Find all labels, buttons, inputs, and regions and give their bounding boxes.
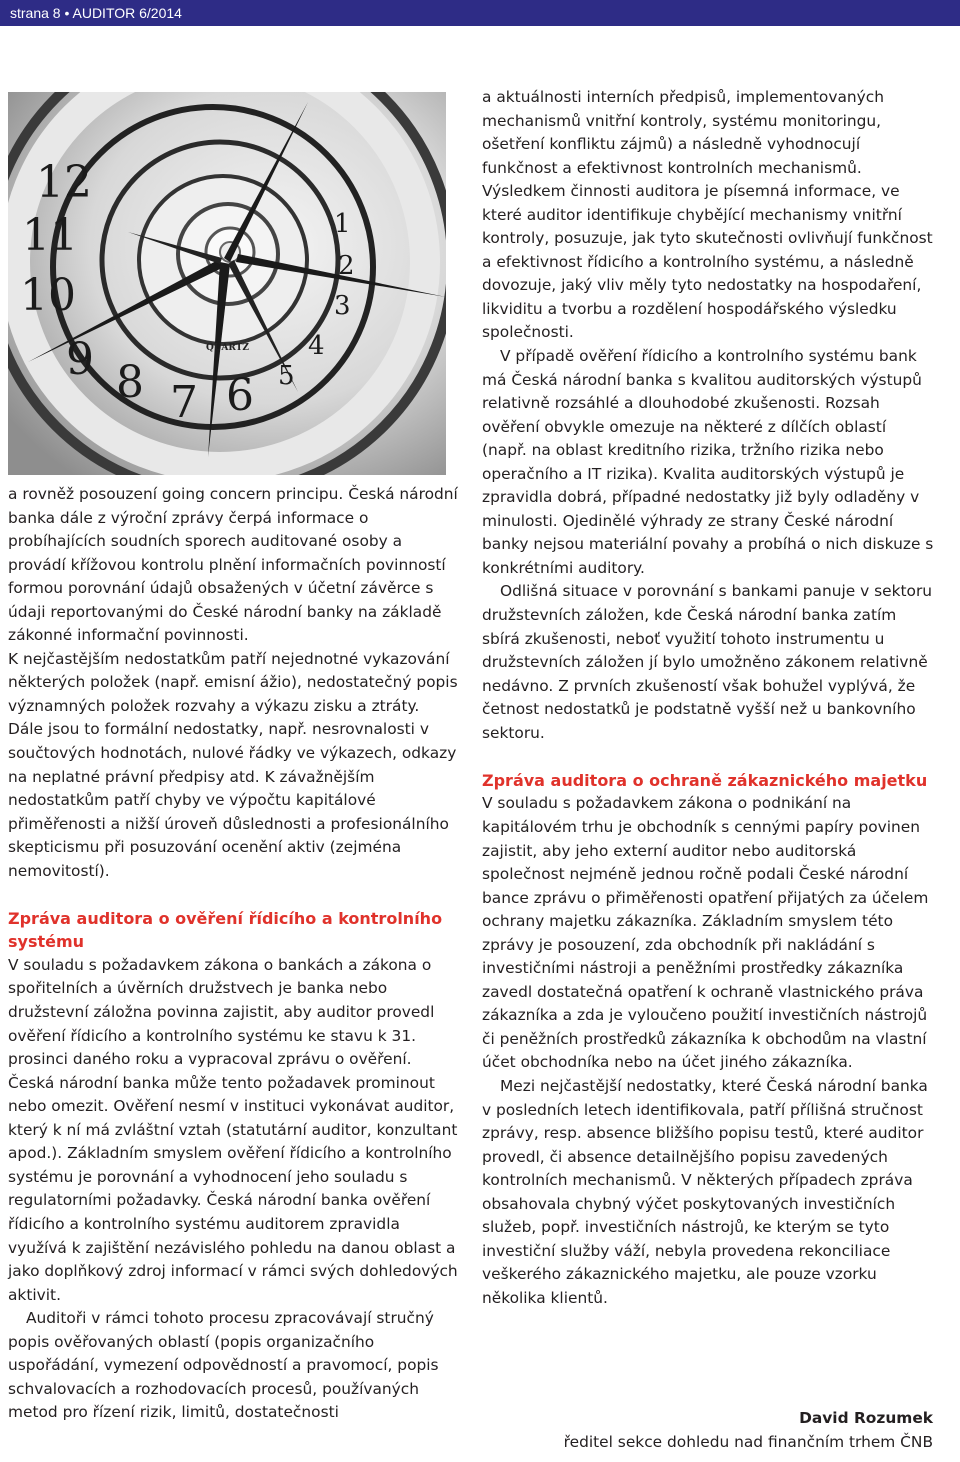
left-paragraph-1: a rovněž posouzení going concern principu. Česká národní banka dále z výroční zprávy čerpá informace o probíhajících soudních sporech auditované osoby a provádí křížovou kontrolu plnění informačních povinností formou porovnání údajů obsažených v účetní závěrce s údaji reportovanými do České národní banky na základě zákonné informační povinnosti.	[8, 485, 458, 645]
numeral-11: 11	[22, 210, 78, 261]
author-signature	[564, 1407, 933, 1454]
numeral-3: 3	[334, 291, 351, 321]
numeral-5: 5	[278, 361, 295, 391]
left-paragraph-3: V souladu s požadavkem zákona o bankách a zákona o spořitelních a úvěrních družstvech je banka nebo družstevní záložna povinna zajistit, aby auditor provedl ověření řídicího a kontrolního systému ke stavu k 31. prosinci daného roku a vypracoval zprávu o ověření. Česká národní banka může tento požadavek prominout nebo omezit. Ověření nesmí v instituci vykonávat auditor, který k ní má zvláštní vztah (statutární auditor, konzultant apod.). Základním smyslem ověření řídicího a kontrolního systému je porovnání a vyhodnocení jeho souladu s regulatorními požadavky. Česká národní banka ověření řídicího a kontrolního systému auditorem zpravidla využívá k zajištění nezávislého pohledu na danou oblast a jako doplňkový zdroj informací v rámci svých dohledových aktivit.	[8, 955, 458, 1304]
page-header-text: strana 8 • AUDITOR 6/2014	[10, 5, 182, 21]
spiral-clock-image	[8, 92, 446, 475]
numeral-9: 9	[66, 334, 94, 385]
author-role: ředitel sekce dohledu nad finančním trhem ČNB	[563, 1432, 933, 1451]
right-paragraph-1: a aktuálnosti interních předpisů, implementovaných mechanismů vnitřní kontroly, systému monitoringu, ošetření konfliktu zájmů) a následně vyhodnocují funkčnost a efektivnost kontrolních mechanismů. Výsledkem činnosti auditora je písemná informace, ve které auditor identifikuje chybějící mechanismy vnitřní kontroly, posuzuje, jak tyto skutečnosti ovlivňují funkčnost a efektivnost řídicího a kontrolního systému, a následně dovozuje, jaký vliv měly tyto nedostatky na hospodaření, likviditu a tvorbu a rozdělení hospodářského výsledku společnosti.	[482, 88, 933, 342]
numeral-4: 4	[308, 331, 325, 361]
section-heading-control-system: Zpráva auditora o ověření řídicího a kontrolního systému	[8, 908, 443, 952]
left-column	[8, 483, 458, 1425]
clock-brand-label: QUARTZ	[206, 343, 249, 353]
numeral-10: 10	[20, 270, 76, 321]
right-column	[482, 86, 934, 1310]
numeral-2: 2	[338, 251, 355, 281]
numeral-12: 12	[36, 157, 92, 208]
numeral-6: 6	[226, 370, 254, 421]
page-header-bar	[0, 0, 960, 26]
right-paragraph-3: Odlišná situace v porovnání s bankami panuje v sektoru družstevních záložen, kde Česká národní banka zatím sbírá zkušenosti, neboť využití tohoto instrumentu u družstevních záložen jí bylo umožněno zákonem relativně nedávno. Z prvních zkušeností však bohužel vyplývá, že četnost nedostatků je podstatně vyšší než u bankovního sektoru.	[482, 582, 933, 742]
numeral-7: 7	[170, 377, 198, 428]
right-paragraph-5: Mezi nejčastější nedostatky, které Česká národní banka v posledních letech identifikovala, patří přílišná stručnost zprávy, resp. absence bližšího popisu testů, které auditor provedl, či absence detailnějšího popisu zavedených kontrolních mechanismů. V některých případech zpráva obsahovala chybný výčet poskytovaných investičních služeb, popř. investičních nástrojů, ke kterým se tyto investiční služby váží, nebyla provedena rekonciliace veškerého zákaznického majetku, ale pouze vzorku několika klientů.	[482, 1076, 928, 1307]
numeral-1: 1	[334, 209, 351, 239]
left-paragraph-2: K nejčastějším nedostatkům patří nejednotné vykazování některých položek (např. emisní ážio), nedostatečný popis významných položek rozvahy a výkazu zisku a ztráty. Dále jsou to formální nedostatky, např. nesrovnalosti v součtových hodnotách, nulové řádky ve výkazech, odkazy na neplatné právní předpisy atd. K závažnějším nedostatkům patří chyby ve výpočtu kapitálové přiměřenosti a nižší úroveň důslednosti a profesionálního skepticismu při posuzování ocenění aktiv (zejména nemovitostí).	[8, 649, 458, 880]
right-paragraph-4: V souladu s požadavkem zákona o podnikání na kapitálovém trhu je obchodník s cennými papíry povinen zajistit, aby jeho externí auditor nebo auditorská společnost nejméně jednou ročně podali České národní bance zprávu o přiměřenosti opatření přijatých za účelem ochrany majetku zákazníka. Základním smyslem této zprávy je posouzení, zda obchodník při nakládání s investičními nástroji a peněžními prostředky zákazníka zavedl dostatečná opatření k ochraně vlastnického práva zákazníka a zda je vyloučeno použití investičních nástrojů či peněžních prostředků zákazníka k obchodům na vlastní účet obchodníka nebo na účet jiného zákazníka.	[482, 794, 929, 1072]
numeral-8: 8	[116, 357, 144, 408]
right-paragraph-2: V případě ověření řídicího a kontrolního systému bank má Česká národní banka s kvalitou auditorských výstupů relativně rozsáhlé a dlouhodobé zkušenosti. Rozsah ověření obvykle omezuje na některé z dílčích oblastí (např. na oblast kreditního rizika, tržního rizika nebo operačního a IT rizika). Kvalita auditorských výstupů je zpravidla dobrá, případné nedostatky již byly odladěny v minulosti. Ojedinělé výhrady ze strany České národní banky nejsou materiální povahy a probíhá o nich diskuze s konkrétními auditory.	[482, 347, 934, 577]
section-heading-client-assets: Zpráva auditora o ochraně zákaznického majetku	[482, 770, 928, 790]
spiral-clock-photo	[8, 92, 446, 475]
left-paragraph-4: Auditoři v rámci tohoto procesu zpracovávají stručný popis ověřovaných oblastí (popis organizačního uspořádání, vymezení odpovědností a pravomocí, popis schvalovacích a rozhodovacích procesů, používaných metod pro řízení rizik, limitů, dostatečnosti	[8, 1309, 439, 1422]
author-name: David Rozumek	[799, 1409, 933, 1427]
